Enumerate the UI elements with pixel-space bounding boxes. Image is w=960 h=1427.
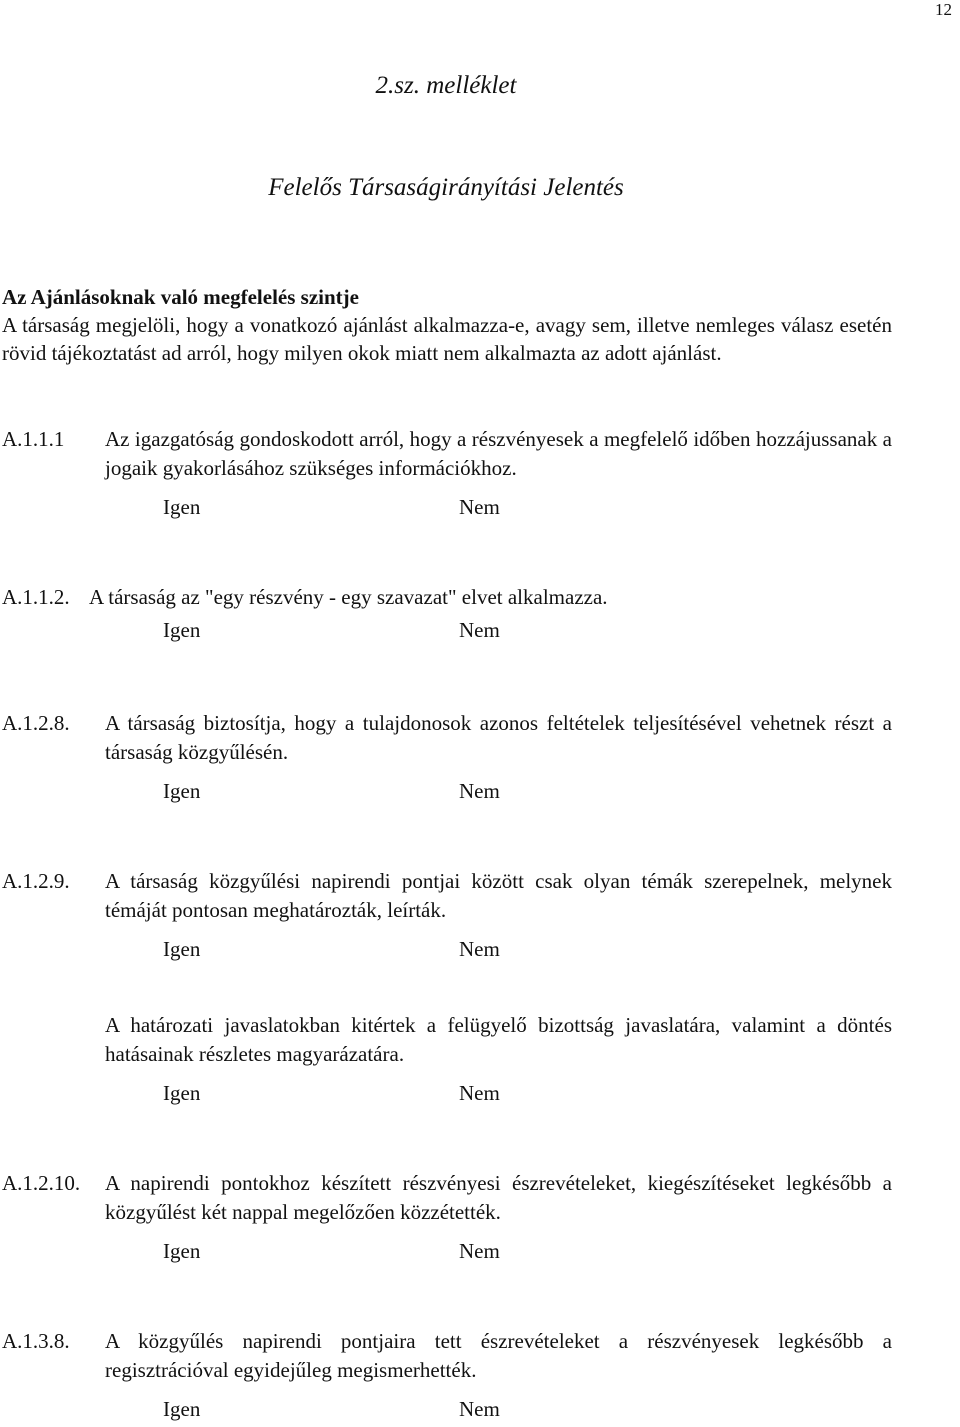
answer-no[interactable]: Nem xyxy=(459,618,500,642)
answer-options xyxy=(2,1395,892,1425)
recommendation-text: A közgyűlés napirendi pontjaira tett észrevételeket a részvényesek legkésőbb a regisztrációval egyidejűleg megismerhették. xyxy=(105,1329,892,1382)
answer-no[interactable]: Nem xyxy=(459,1397,500,1421)
intro-text: A társaság megjelöli, hogy a vonatkozó ajánlást alkalmazza-e, avagy sem, illetve nemleges válasz esetén rövid tájékoztatást ad arról, hogy milyen okok miatt nem alkalmazta az adott ajánlást. xyxy=(2,313,892,365)
answer-no[interactable]: Nem xyxy=(459,1239,500,1263)
answer-options xyxy=(2,777,892,807)
recommendation-text: Az igazgatóság gondoskodott arról, hogy a részvényesek a megfelelő időben hozzájussanak a jogaik gyakorlásához szükséges információkhoz. xyxy=(105,427,892,480)
recommendation-item xyxy=(2,709,892,807)
answer-no[interactable]: Nem xyxy=(459,1081,500,1105)
answer-yes[interactable]: Igen xyxy=(163,618,201,642)
recommendation-item xyxy=(2,425,892,523)
recommendation-text: A társaság az "egy részvény - egy szavazat" elvet alkalmazza. xyxy=(89,585,608,609)
recommendation-text: A napirendi pontokhoz készített részvényesi észrevételeket, kiegészítéseket legkésőbb a közgyűlést két nappal megelőzően közzétették. xyxy=(105,1171,892,1224)
answer-no[interactable]: Nem xyxy=(459,495,500,519)
recommendation-code: A.1.2.8. xyxy=(2,711,70,735)
recommendation-code: A.1.2.10. xyxy=(2,1171,81,1195)
intro-section xyxy=(2,283,892,367)
page-number: 12 xyxy=(935,0,952,19)
recommendation-item xyxy=(2,867,892,965)
intro-heading: Az Ajánlásoknak való megfelelés szintje xyxy=(2,285,359,309)
answer-yes[interactable]: Igen xyxy=(163,779,201,803)
answer-yes[interactable]: Igen xyxy=(163,1239,201,1263)
answer-options xyxy=(2,1237,892,1267)
recommendation-item xyxy=(2,1011,892,1109)
recommendation-item xyxy=(2,1327,892,1425)
answer-yes[interactable]: Igen xyxy=(163,1397,201,1421)
recommendation-item xyxy=(2,583,892,646)
recommendation-code: A.1.2.9. xyxy=(2,869,70,893)
answer-options xyxy=(2,935,892,965)
answer-options xyxy=(2,1079,892,1109)
recommendation-code: A.1.1.1 xyxy=(2,427,65,451)
answer-yes[interactable]: Igen xyxy=(163,937,201,961)
answer-yes[interactable]: Igen xyxy=(163,1081,201,1105)
answer-options xyxy=(2,616,892,646)
recommendation-text: A határozati javaslatokban kitértek a felügyelő bizottság javaslatára, valamint a döntés hatásainak részletes magyarázatára. xyxy=(105,1013,892,1066)
recommendation-item xyxy=(2,1169,892,1267)
recommendation-code: A.1.3.8. xyxy=(2,1329,70,1353)
recommendation-code: A.1.1.2. xyxy=(2,585,70,609)
answer-yes[interactable]: Igen xyxy=(163,495,201,519)
answer-no[interactable]: Nem xyxy=(459,779,500,803)
annex-label: 2.sz. melléklet xyxy=(375,72,517,99)
answer-no[interactable]: Nem xyxy=(459,937,500,961)
recommendation-text: A társaság biztosítja, hogy a tulajdonosok azonos feltételek teljesítésével vehetnek részt a társaság közgyűlésén. xyxy=(105,711,892,764)
answer-options xyxy=(2,493,892,523)
recommendation-text: A társaság közgyűlési napirendi pontjai között csak olyan témák szerepelnek, melynek témáját pontosan meghatározták, leírták. xyxy=(105,869,892,922)
document-title: Felelős Társaságirányítási Jelentés xyxy=(268,174,624,201)
